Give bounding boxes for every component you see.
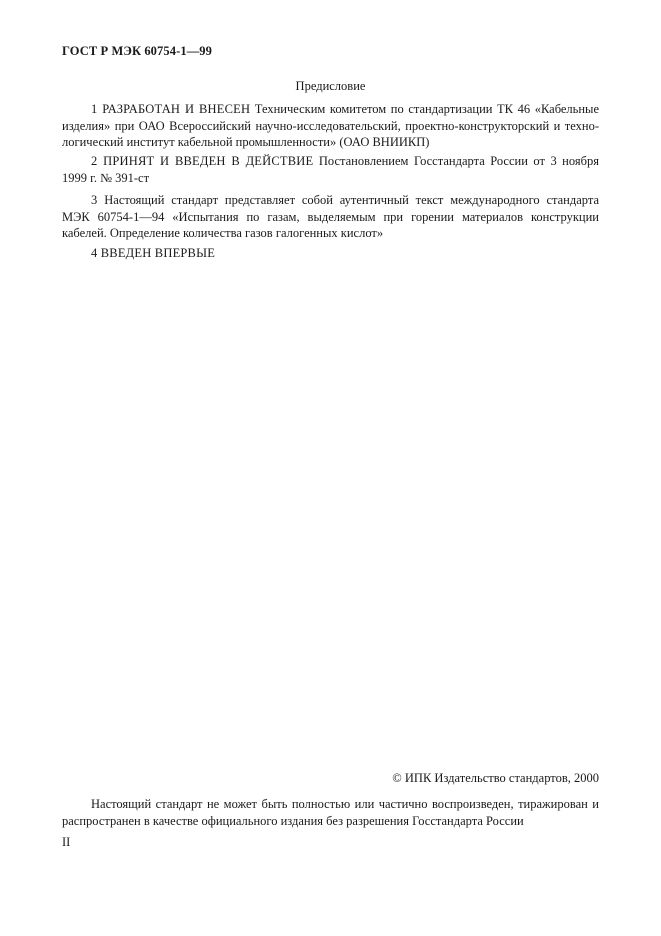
foreword-item-2-lead: 2 ПРИНЯТ И ВВЕДЕН В ДЕЙСТВИЕ [91,154,314,168]
page-number: II [62,835,71,849]
reproduction-notice: Настоящий стандарт не может быть полностью или частично воспроизведен, тиражирован и распространен в качестве официального издания без разрешения Госстандарта России [62,797,599,828]
copyright-line: © ИПК Издательство стандартов, 2000 [392,771,599,785]
foreword-title: Предисловие [295,79,366,93]
foreword-item-3 [62,192,599,242]
foreword-item-3-lead: 3 [91,193,98,207]
foreword-item-3-text: Настоящий стандарт представляет собой аутентичный текст международного стандарта МЭК 60754-1—94 «Испытания по газам, выделяемым при горении материалов конструкции кабелей. Определение количества газов галогенных кислот» [62,193,599,240]
foreword-item-4 [62,245,599,262]
foreword-item-2 [62,153,599,186]
standard-code-header: ГОСТ Р МЭК 60754-1—99 [62,44,212,58]
foreword-item-1 [62,101,599,151]
foreword-item-2-text: Постановлением Госстандарта России от 3 ноября 1999 г. № 391-ст [62,154,599,185]
foreword-item-1-lead: 1 РАЗРАБОТАН И ВНЕСЕН [91,102,251,116]
foreword-item-4-lead: 4 ВВЕДЕН ВПЕРВЫЕ [91,246,216,260]
foreword-item-1-text: Техническим комитетом по стандартизации ТК 46 «Кабельные изделия» при ОАО Всероссийский научно-исследовательский, проектно-конструкторский и техно-логический институт кабельной промышленности» (ОАО ВНИИКП) [62,102,600,149]
